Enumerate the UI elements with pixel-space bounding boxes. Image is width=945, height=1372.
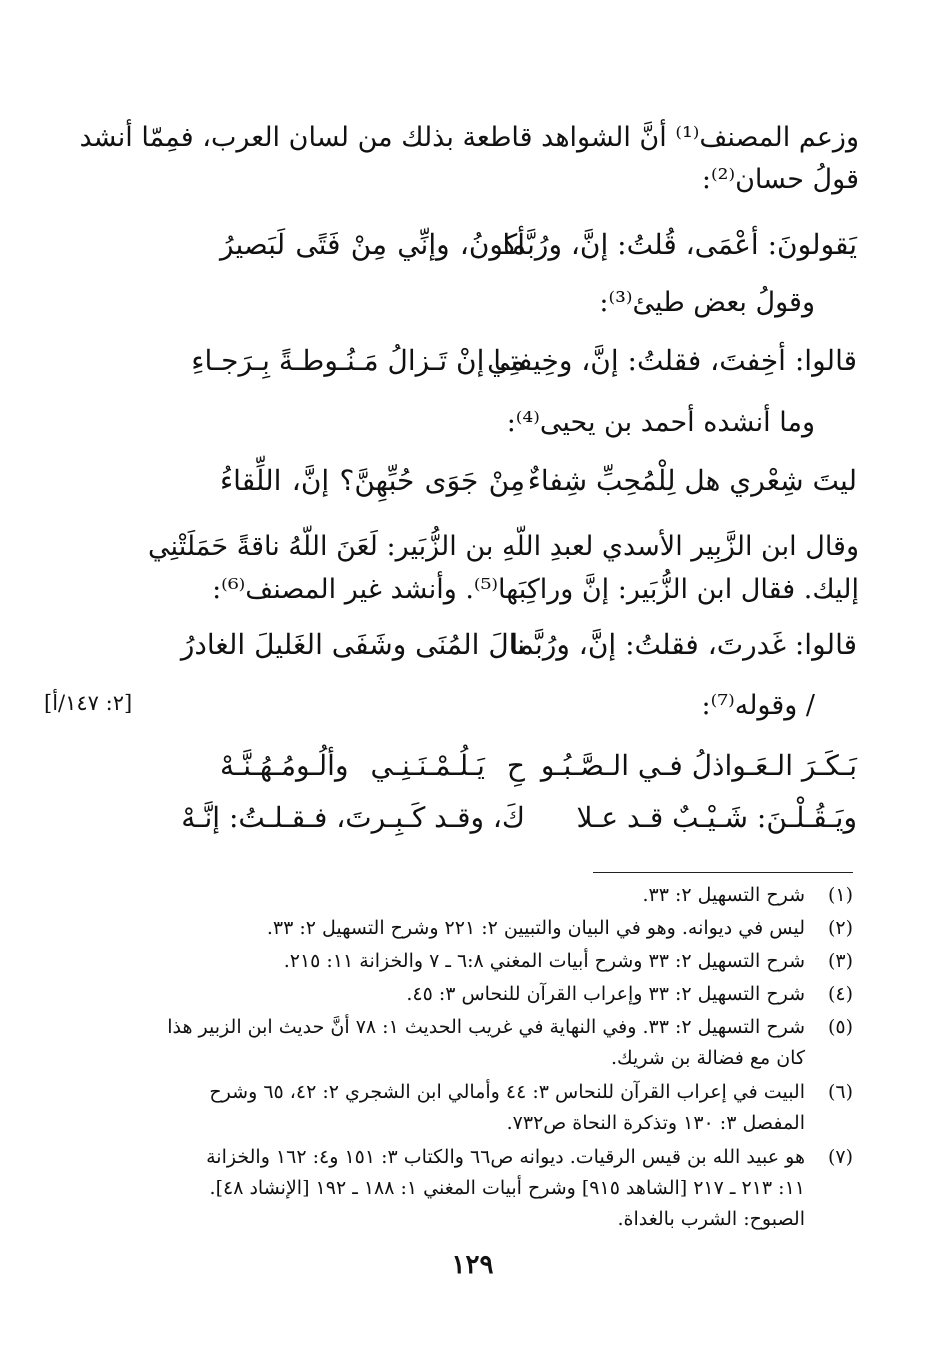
verse-second-hemistich: نالَ المُنَى وشَفَى الغَليلَ الغادرُ: [180, 628, 525, 661]
footnote-line: البيت في إعراب القرآن للنحاس ٣: ٤٤ وأمالي ابن الشجري ٢: ٤٢، ٦٥ وشرح: [209, 1081, 805, 1103]
footnote-line: الصبوح: الشرب بالغداة.: [617, 1208, 805, 1230]
footnote-line: ليس في ديوانه. وهو في البيان والتبيين ٢: ٢٢١ وشرح التسهيل ٢: ٣٣.: [266, 917, 805, 939]
footnote-5: [141, 1012, 853, 1074]
verse-second-hemistich: مـا إنْ تَـزالُ مَـنُـوطـةً بِـرَجـاءِ: [191, 344, 525, 377]
page-number: ١٢٩: [451, 1250, 494, 1280]
verse-intro: / وقوله⁽⁷⁾:: [701, 690, 815, 721]
verse-second-hemistich: كَ، وقـد كَـبِـرتَ، فـقـلـتُ: إنَّـهْ: [181, 801, 525, 834]
footnote-4: [141, 979, 853, 1010]
verse-second-hemistich: أكونُ، وإنِّي مِنْ فَتًى لَبَصيرُ: [220, 228, 525, 261]
footnote-number: (٣): [827, 950, 853, 972]
footnote-3: [141, 946, 853, 977]
footnote-line: ١١: ٢١٣ ـ ٢١٧ [الشاهد ٩١٥] وشرح أبيات المغني ١: ١٨٨ ـ ١٩٢ [الإنشاد ٤٨].: [209, 1177, 805, 1199]
verse-first-hemistich: ليتَ شِعْري هل لِلْمُحِبِّ شِفاءٌ: [527, 464, 857, 497]
footnote-number: (٢): [827, 917, 853, 939]
verse-intro: وما أنشده أحمد بن يحيى⁽⁴⁾:: [506, 407, 815, 438]
footnote-line: شرح التسهيل ٢: ٣٣. وفي النهاية في غريب الحديث ١: ٧٨ أنَّ حديث ابن الزبير هذا: [167, 1016, 805, 1038]
verse-first-hemistich: بَـكَـرَ الـعَـواذلُ فـي الـصَّـبُـو: [540, 749, 857, 782]
paragraph-line: وزعم المصنف⁽¹⁾ أنَّ الشواهد قاطعة بذلك من لسان العرب، فمِمّا أنشد: [79, 122, 859, 153]
verse-first-hemistich: يَقولونَ: أعْمَى، قُلتُ: إنَّ، ورُبَّما: [502, 228, 857, 261]
paragraph-line: وقال ابن الزَّبِير الأسدي لعبدِ اللّهِ بن الزُّبَير: لَعَنَ اللّهُ ناقةً حَمَلَتْنِي: [148, 531, 859, 562]
footnote-number: (٧): [827, 1146, 853, 1168]
paragraph-line: إليك. فقال ابن الزُّبَير: إنَّ وراكِبَها⁽⁵⁾. وأنشد غير المصنف⁽⁶⁾:: [212, 574, 859, 605]
verse-first-hemistich: قالوا: غَدرتَ، فقلتُ: إنَّ، ورُبَّما: [510, 628, 857, 661]
footnote-6: [141, 1077, 853, 1139]
verse-second-hemistich: حِ يَـلُـمْـنَـنِـي وألُـومُـهُـنَّـهْ: [220, 749, 525, 782]
verse-intro: وقولُ بعض طيئ⁽³⁾:: [599, 287, 815, 318]
footnote-line: هو عبيد الله بن قيس الرقيات. ديوانه ص٦٦ والكتاب ٣: ١٥١ و٤: ١٦٢ والخزانة: [206, 1146, 805, 1168]
verse-first-hemistich: ويَـقُـلْـنَ: شَـيْـبٌ قـد عـلا: [576, 801, 857, 834]
footnote-number: (١): [827, 884, 853, 906]
footnote-line: شرح التسهيل ٢: ٣٣ وإعراب القرآن للنحاس ٣: ٤٥.: [406, 983, 805, 1005]
footnote-number: (٤): [827, 983, 853, 1005]
footnote-number: (٦): [827, 1081, 853, 1103]
footnote-2: [141, 913, 853, 944]
footnote-7: [141, 1142, 853, 1235]
verse-first-hemistich: قالوا: أخِفتَ، فقلتُ: إنَّ، وخِيفتِي: [487, 344, 857, 377]
manuscript-folio-reference: [٢: ١٤٧/أ]: [44, 691, 133, 715]
footnote-separator: [593, 872, 853, 873]
footnote-line: المفصل ٣: ١٣٠ وتذكرة النحاة ص٧٣٢.: [506, 1112, 805, 1134]
paragraph-line: قولُ حسان⁽²⁾:: [701, 164, 859, 195]
footnote-line: شرح التسهيل ٢: ٣٣.: [642, 884, 805, 906]
footnote-line: شرح التسهيل ٢: ٣٣ وشرح أبيات المغني ٦:٨ ـ ٧ والخزانة ١١: ٢١٥.: [283, 950, 805, 972]
footnote-line: كان مع فضالة بن شريك.: [610, 1047, 805, 1069]
footnote-1: [141, 880, 853, 911]
verse-second-hemistich: مِنْ جَوَى حُبِّهِنَّ؟ إنَّ، اللِّقاءُ: [220, 464, 525, 497]
footnote-number: (٥): [827, 1016, 853, 1038]
